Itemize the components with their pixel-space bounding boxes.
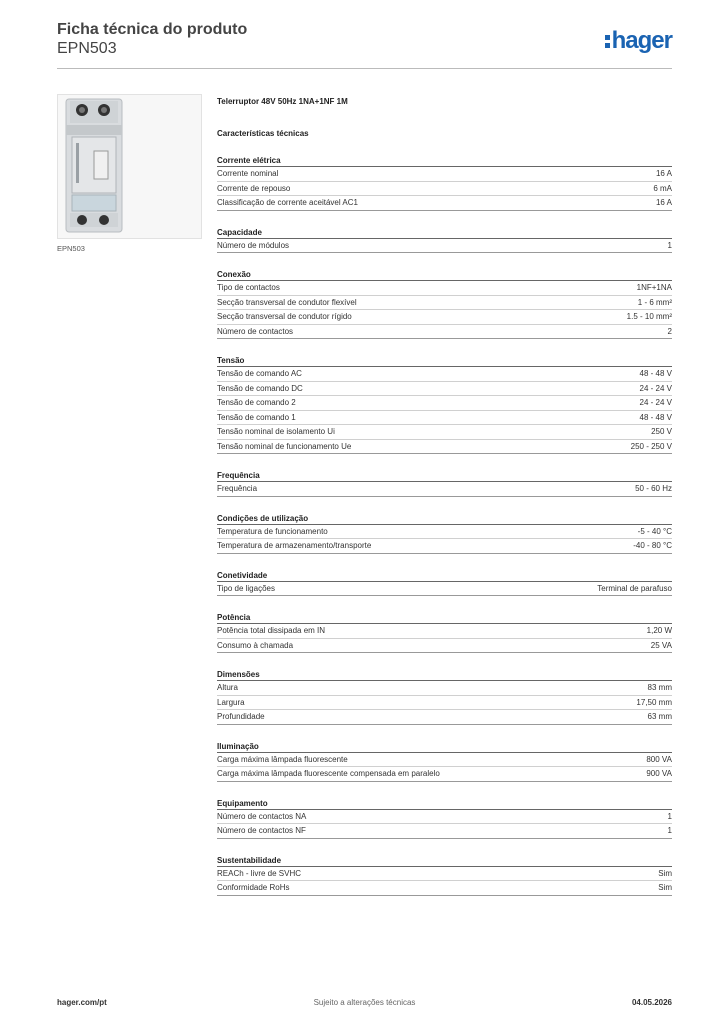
spec-label: Corrente de repouso bbox=[217, 183, 291, 193]
spec-value: Terminal de parafuso bbox=[597, 583, 672, 593]
spec-value: 16 A bbox=[655, 198, 672, 207]
spec-section bbox=[217, 513, 672, 554]
spec-label: Tensão de comando AC bbox=[217, 369, 302, 378]
spec-section bbox=[217, 570, 672, 597]
spec-content bbox=[217, 97, 672, 896]
spec-label: Altura bbox=[217, 683, 238, 692]
spec-row bbox=[217, 525, 672, 540]
spec-row bbox=[217, 753, 672, 768]
spec-label: Secção transversal de condutor rígido bbox=[217, 312, 352, 321]
spec-section bbox=[217, 470, 672, 497]
spec-label: Número de módulos bbox=[217, 240, 290, 250]
section-title: Frequência bbox=[217, 470, 672, 482]
spec-value: 1.5 - 10 mm² bbox=[626, 312, 672, 321]
section-title: Conetividade bbox=[217, 570, 672, 582]
spec-label: Tensão nominal de funcionamento Ue bbox=[217, 441, 352, 451]
spec-label: Consumo à chamada bbox=[217, 640, 294, 650]
hager-logo-icon bbox=[605, 35, 610, 48]
spec-label: Tensão nominal de isolamento Ui bbox=[217, 427, 335, 436]
spec-label: REACh - livre de SVHC bbox=[217, 868, 302, 878]
section-title: Equipamento bbox=[217, 798, 672, 810]
spec-label: Classificação de corrente aceitável AC1 bbox=[217, 198, 358, 207]
spec-row bbox=[217, 440, 672, 455]
spec-value: 1 - 6 mm² bbox=[637, 297, 672, 307]
section-title: Tensão bbox=[217, 355, 672, 367]
spec-value: 24 - 24 V bbox=[639, 383, 672, 393]
contactor-device-icon bbox=[58, 95, 201, 238]
spec-row bbox=[217, 310, 672, 325]
spec-section bbox=[217, 155, 672, 211]
spec-label: Tensão de comando DC bbox=[217, 383, 303, 393]
spec-row bbox=[217, 382, 672, 397]
spec-row bbox=[217, 411, 672, 426]
spec-value: 1 bbox=[667, 811, 672, 821]
characteristics-title: Características técnicas bbox=[217, 129, 309, 138]
spec-value: 48 - 48 V bbox=[639, 369, 672, 378]
spec-label: Temperatura de funcionamento bbox=[217, 526, 328, 536]
spec-value: 1 bbox=[667, 240, 672, 250]
section-title: Potência bbox=[217, 612, 672, 624]
section-title: Condições de utilização bbox=[217, 513, 672, 525]
spec-section bbox=[217, 355, 672, 454]
hager-logo bbox=[605, 28, 672, 54]
spec-label: Conformidade RoHs bbox=[217, 883, 290, 892]
spec-label: Corrente nominal bbox=[217, 169, 279, 178]
spec-row bbox=[217, 182, 672, 197]
spec-section bbox=[217, 227, 672, 254]
spec-value: -5 - 40 °C bbox=[637, 526, 672, 536]
spec-value: 1,20 W bbox=[646, 626, 672, 635]
image-caption: EPN503 bbox=[57, 244, 85, 253]
product-name: Telerruptor 48V 50Hz 1NA+1NF 1M bbox=[217, 97, 348, 106]
spec-label: Número de contactos NA bbox=[217, 811, 307, 821]
spec-row bbox=[217, 539, 672, 554]
footer-note: Sujeito a alterações técnicas bbox=[313, 998, 416, 1007]
spec-value: 2 bbox=[667, 326, 672, 336]
spec-row bbox=[217, 482, 672, 497]
spec-value: 6 mA bbox=[653, 183, 672, 193]
spec-value: 83 mm bbox=[647, 683, 672, 692]
spec-section bbox=[217, 855, 672, 896]
spec-row bbox=[217, 167, 672, 182]
spec-row bbox=[217, 325, 672, 340]
section-title: Capacidade bbox=[217, 227, 672, 239]
section-title: Conexão bbox=[217, 269, 672, 281]
spec-value: 48 - 48 V bbox=[639, 412, 672, 422]
section-title: Iluminação bbox=[217, 741, 672, 753]
spec-label: Temperatura de armazenamento/transporte bbox=[217, 541, 372, 550]
spec-value: 250 V bbox=[651, 427, 672, 436]
spec-row bbox=[217, 810, 672, 825]
spec-label: Tipo de contactos bbox=[217, 283, 280, 292]
spec-row bbox=[217, 824, 672, 839]
spec-section bbox=[217, 269, 672, 339]
spec-value: Sim bbox=[658, 868, 672, 878]
spec-row bbox=[217, 624, 672, 639]
spec-section bbox=[217, 741, 672, 782]
spec-label: Potência total dissipada em IN bbox=[217, 626, 326, 635]
spec-label: Número de contactos bbox=[217, 326, 294, 336]
spec-value: -40 - 80 °C bbox=[633, 541, 672, 550]
spec-section bbox=[217, 612, 672, 653]
spec-label: Largura bbox=[217, 697, 245, 707]
spec-row bbox=[217, 710, 672, 725]
spec-label: Profundidade bbox=[217, 712, 265, 721]
spec-value: 900 VA bbox=[646, 769, 672, 778]
footer-website[interactable]: hager.com/pt bbox=[57, 998, 107, 1007]
spec-label: Tipo de ligações bbox=[217, 583, 275, 593]
spec-row bbox=[217, 239, 672, 254]
spec-row bbox=[217, 639, 672, 654]
spec-row bbox=[217, 296, 672, 311]
header-divider bbox=[57, 68, 672, 69]
spec-row bbox=[217, 681, 672, 696]
spec-row bbox=[217, 367, 672, 382]
section-title: Corrente elétrica bbox=[217, 155, 672, 167]
spec-label: Carga máxima lâmpada fluorescente compensada em paralelo bbox=[217, 769, 440, 778]
spec-row bbox=[217, 767, 672, 782]
product-image bbox=[57, 94, 202, 239]
spec-value: 63 mm bbox=[647, 712, 672, 721]
footer-date: 04.05.2026 bbox=[631, 998, 672, 1007]
spec-value: Sim bbox=[658, 883, 672, 892]
spec-row bbox=[217, 425, 672, 440]
spec-value: 50 - 60 Hz bbox=[635, 484, 672, 493]
logo-text: hager bbox=[611, 27, 672, 54]
spec-value: 24 - 24 V bbox=[639, 398, 672, 407]
spec-value: 250 - 250 V bbox=[630, 441, 672, 451]
spec-section bbox=[217, 669, 672, 725]
spec-label: Carga máxima lâmpada fluorescente bbox=[217, 754, 348, 764]
section-title: Dimensões bbox=[217, 669, 672, 681]
spec-label: Secção transversal de condutor flexível bbox=[217, 297, 357, 307]
document-title: Ficha técnica do produto bbox=[57, 21, 248, 38]
spec-row bbox=[217, 196, 672, 211]
product-code: EPN503 bbox=[57, 40, 117, 57]
page-header bbox=[57, 20, 672, 70]
spec-value: 17,50 mm bbox=[636, 697, 672, 707]
spec-label: Tensão de comando 1 bbox=[217, 412, 296, 422]
spec-label: Número de contactos NF bbox=[217, 826, 306, 835]
spec-value: 1 bbox=[667, 826, 672, 835]
spec-value: 16 A bbox=[655, 169, 672, 178]
spec-row bbox=[217, 881, 672, 896]
spec-label: Frequência bbox=[217, 484, 258, 493]
section-title: Sustentabilidade bbox=[217, 855, 672, 867]
spec-row bbox=[217, 396, 672, 411]
spec-row bbox=[217, 281, 672, 296]
spec-row bbox=[217, 582, 672, 597]
spec-label: Tensão de comando 2 bbox=[217, 398, 296, 407]
spec-section bbox=[217, 798, 672, 839]
spec-value: 25 VA bbox=[650, 640, 672, 650]
spec-row bbox=[217, 867, 672, 882]
spec-row bbox=[217, 696, 672, 711]
spec-sections bbox=[217, 155, 672, 896]
spec-value: 800 VA bbox=[646, 754, 672, 764]
spec-value: 1NF+1NA bbox=[636, 283, 672, 292]
